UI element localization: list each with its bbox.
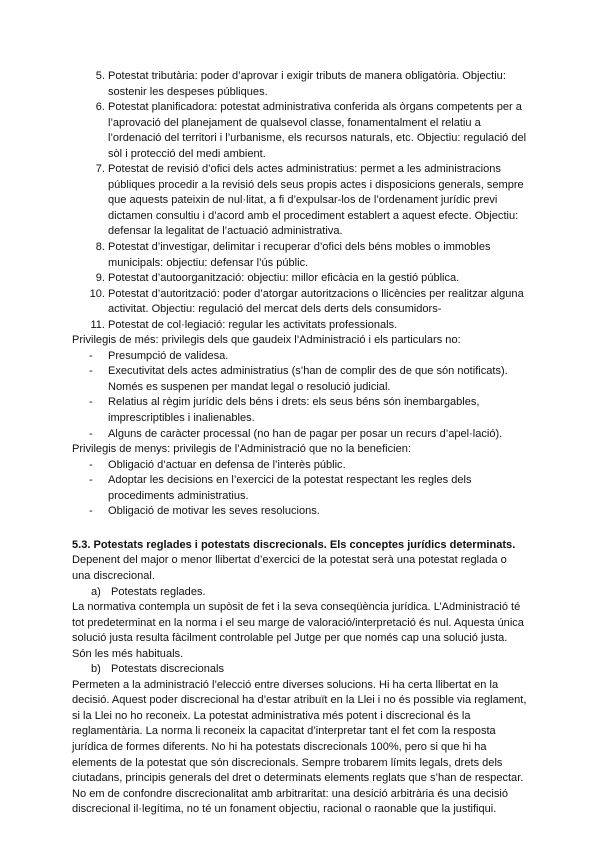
subsection-b-label: b)	[91, 663, 101, 676]
list-item: - Alguns de caràcter processal (no han de pagar per posar un recurs d’apel·lació).	[72, 427, 528, 443]
paragraph-discrecionals: Permeten a la administració l’elecció entre diverses solucions. Hi ha certa llibertat en la decisió. Aquest poder discrecional ha d’estar atribuït en la Llei i no és possible via reglament, si la Llei no ho reconeix. La potestat administrativa més potent i discrecional és la reglamentària. La norma li reconeix la capacitat d’interpretar tant el fet com la resposta jurídica de formes diferents. No hi ha potestats discrecionals 100%, pero si que hi ha elements de la potestat que són discrecionals. Sempre trobarem límits legals, drets dels ciutadans, principis generals del dret o determinats elements reglats que s’han de respectar. No em de confondre discrecionalitat amb arbitraritat: una desició arbitrària és una decisió discrecional il·legítima, no té un fonament objectiu, racional o raonable que la justifiqui.	[72, 678, 527, 816]
list-item: 7. Potestat de revisió d’ofici dels actes administratius: permet a les administracions públiques procedir a la revisió dels seus propis actes i disposicions generals, sempre que aquests pateixin de nul·litat, a fi d’expulsar-los de l’ordenament jurídic previ dictamen consultiu i d’acord amb el procediment establert a aquest efecte. Objectiu: defensar la legalitat de l’actuació administrativa.	[108, 162, 528, 240]
section-intro: Depenent del major o menor llibertat d’exercici de la potestat serà una potestat reglada o una discrecional.	[72, 554, 507, 582]
potestats-list	[72, 69, 528, 333]
list-item: - Adoptar les decisions en l’exercici de la potestat respectant les regles dels procediments administratius.	[72, 473, 528, 504]
list-item: 6. Potestat planificadora: potestat administrativa conferida als òrgans competents per a l’aprovació del planejament de qualsevol classe, fonamentalment el relatiu a l’ordenació del territori i l’urbanisme, els recursos naturals, etc. Objectiu: regulació del sòl i protecció del medi ambient.	[108, 100, 528, 162]
list-item: - Relatius al règim jurídic dels béns i drets: els seus béns són inembargables, imprescriptibles i inalienables.	[72, 395, 528, 426]
subsection-a-label: a)	[91, 585, 101, 598]
list-item: 8. Potestat d’investigar, delimitar i recuperar d’ofici dels béns mobles o immobles municipals: objectiu: defensar l’ús públic.	[108, 240, 528, 271]
subsection-a-title: Potestats reglades.	[111, 585, 206, 598]
privilegis-mes-intro: Privilegis de més: privilegis dels que gaudeix l’Administració i els particulars no:	[72, 334, 461, 347]
list-item: 5. Potestat tributària: poder d’aprovar i exigir tributs de manera obligatòria. Objectiu: sostenir les despeses públiques.	[108, 69, 528, 100]
privilegis-menys-list	[72, 458, 528, 520]
subsection-b-title: Potestats discrecionals	[111, 663, 224, 676]
list-item: - Presumpció de validesa.	[72, 349, 528, 365]
list-item: 11. Potestat de col·legiació: regular les activitats professionals.	[108, 318, 528, 334]
paragraph-reglades: La normativa contempla un supòsit de fet i la seva conseqüència jurídica. L’Administració té tot predeterminat en la norma i el seu marge de valoració/interpretació és nul. Aquesta única solució justa resulta fàcilment controlable pel Jutge per que només cap una solució justa. Són les més habituals.	[72, 601, 524, 660]
list-item: - Executivitat dels actes administratius (s’han de complir des de que són notificats). Només es suspenen per mandat legal o resolució judicial.	[72, 364, 528, 395]
privilegis-mes-list	[72, 349, 528, 442]
privilegis-menys-intro: Privilegis de menys: privilegis de l’Administració que no la beneficien:	[72, 443, 411, 456]
list-item: - Obligació de motivar les seves resolucions.	[72, 504, 528, 520]
list-item: 10. Potestat d’autorització: poder d’atorgar autoritzacions o llicències per realitzar alguna activitat. Objectiu: regulació del mercat dels derts dels consumidors-	[108, 287, 528, 318]
list-item: 9. Potestat d’autoorganització: objectiu: millor eficàcia en la gestió pública.	[108, 271, 528, 287]
section-heading: 5.3. Potestats reglades i potestats discrecionals. Els conceptes jurídics determinats.	[72, 538, 516, 551]
document-page	[72, 69, 528, 818]
subsection-a	[72, 585, 528, 601]
subsection-b	[72, 662, 528, 678]
list-item: - Obligació d’actuar en defensa de l’interès públic.	[72, 458, 528, 474]
